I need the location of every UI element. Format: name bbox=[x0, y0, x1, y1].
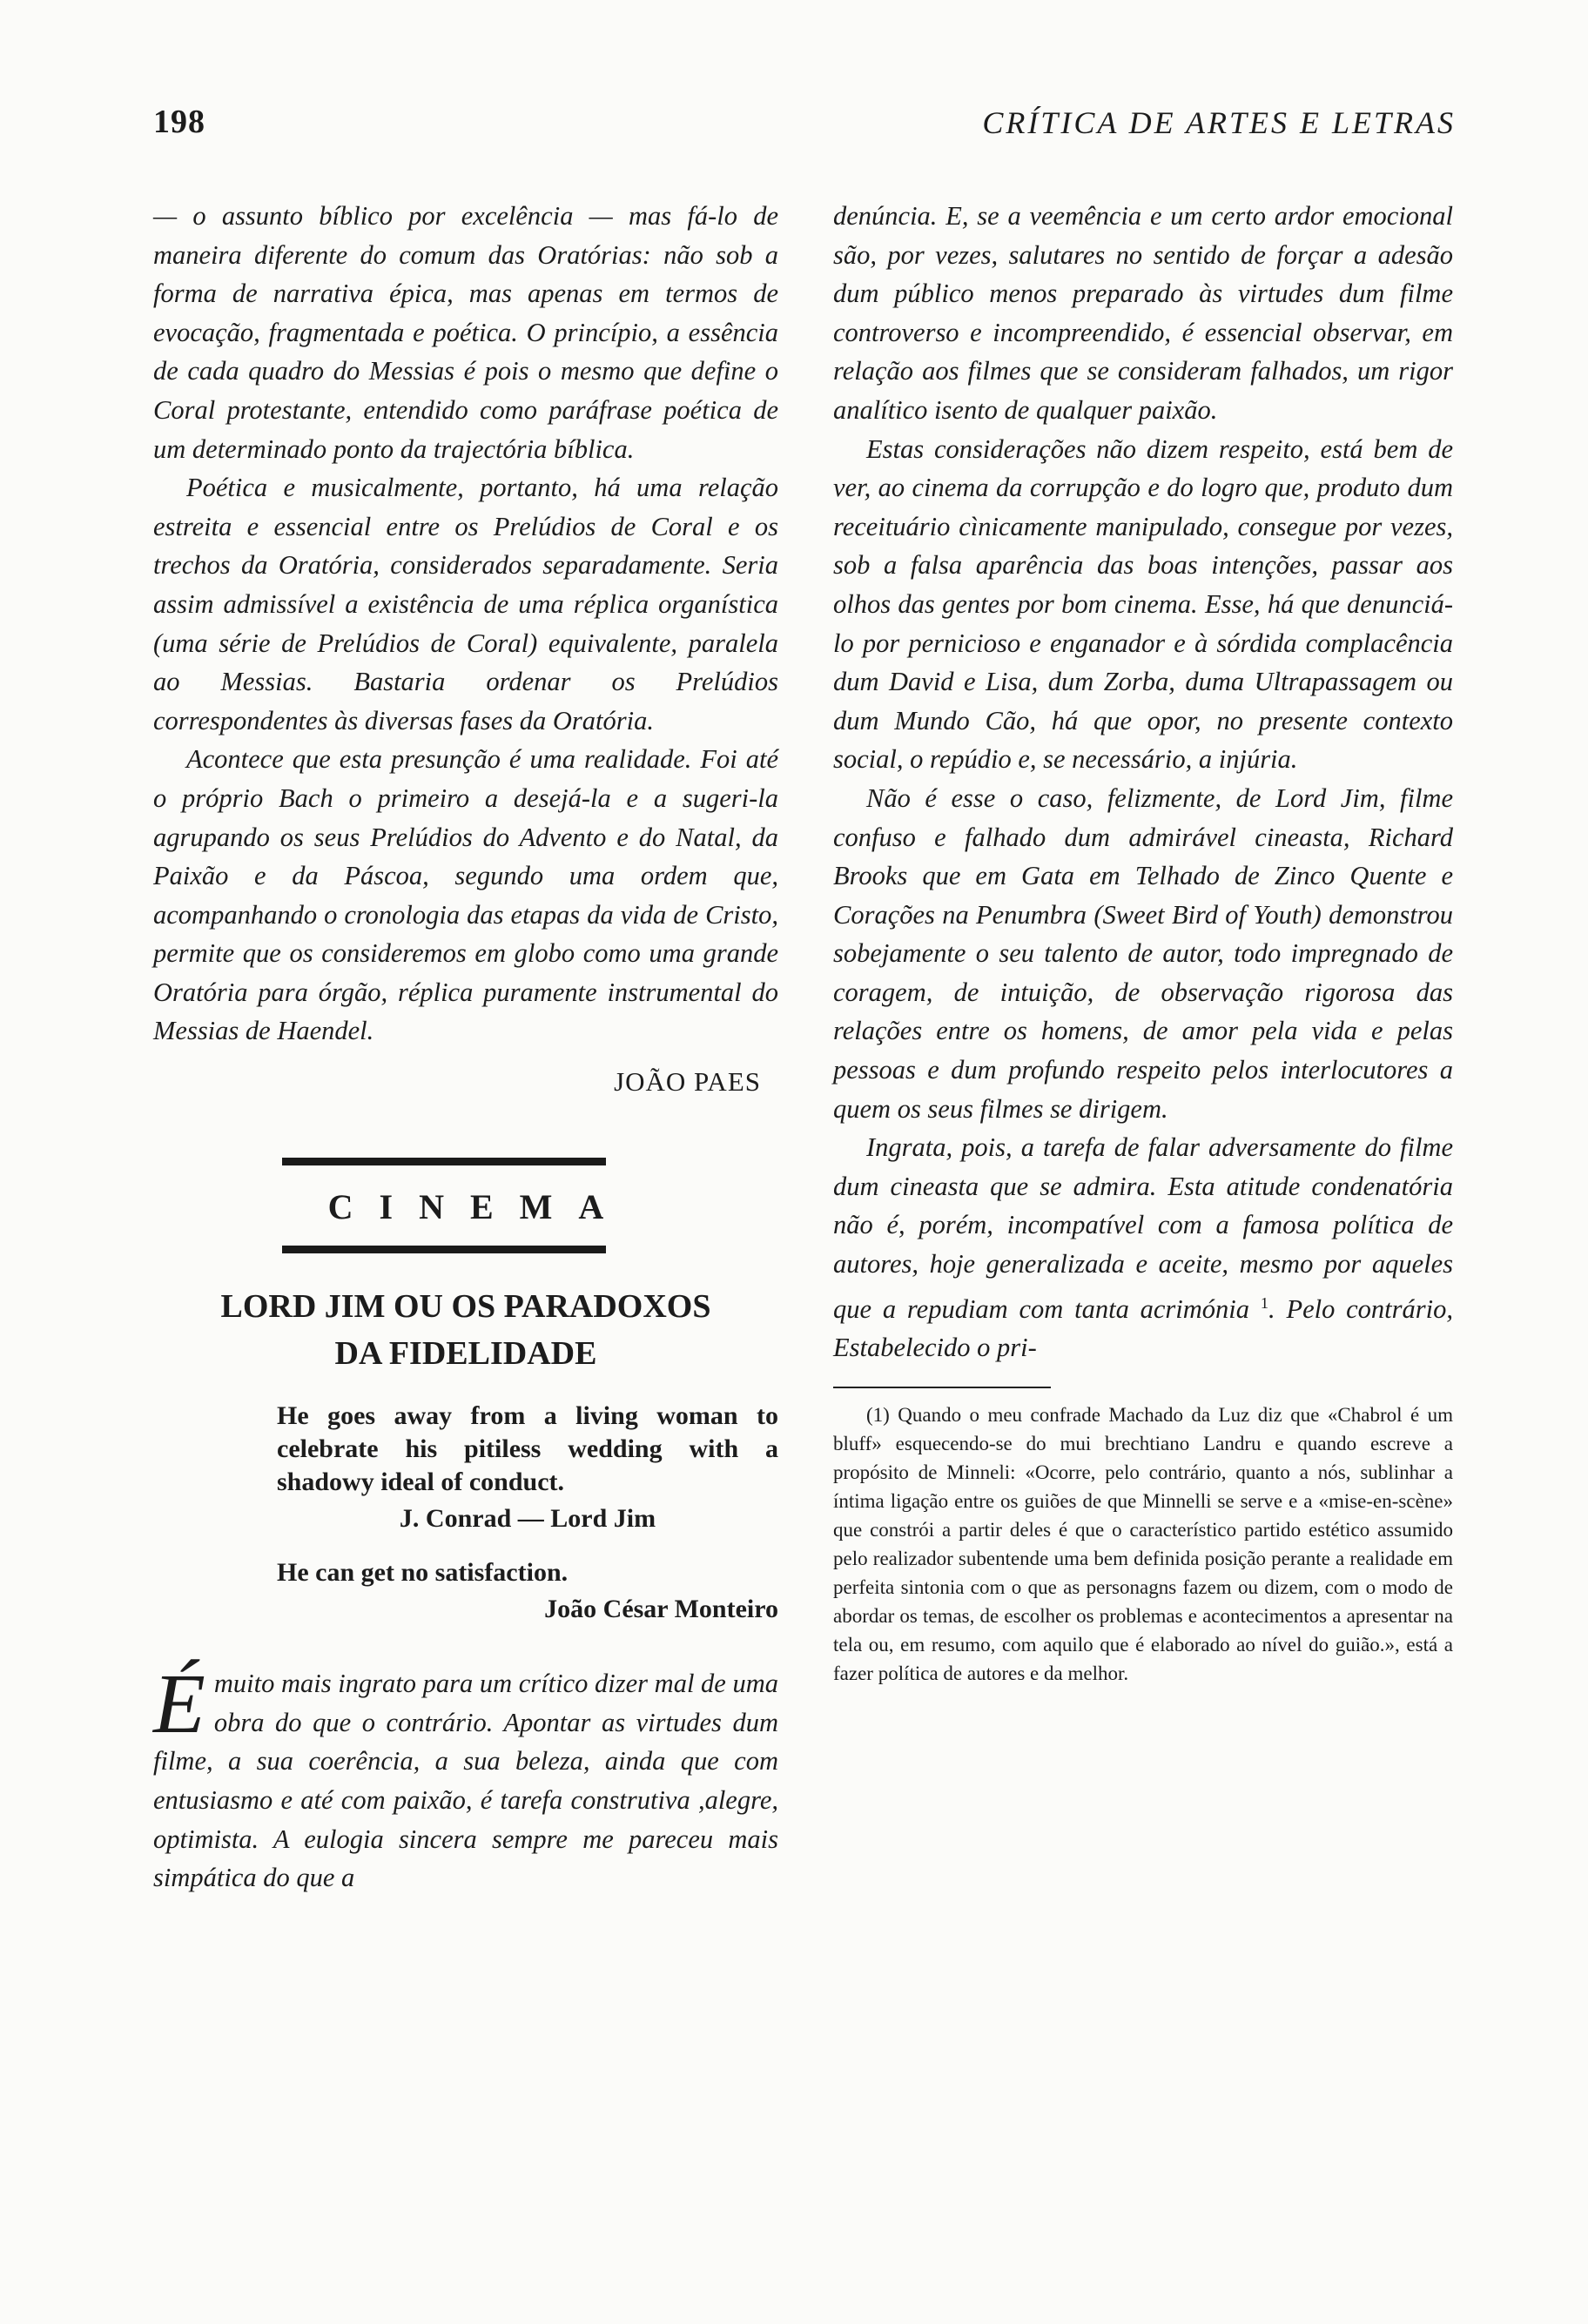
right-column bbox=[833, 197, 1453, 1688]
paragraph: Acontece que esta presunção é uma realidade. Foi até o próprio Bach o primeiro a desejá-la e a sugeri-la agrupando os seus Prelúdios do Advento e do Natal, da Paixão e da Páscoa, segundo uma ordem que, acompanhando o cronologia das etapas da vida de Cristo, permite que os consideremos em globo como uma grande Oratória para órgão, réplica puramente instrumental do Messias de Haendel. bbox=[153, 744, 778, 1046]
drop-cap: É bbox=[153, 1657, 205, 1752]
section-rule-bottom bbox=[282, 1246, 606, 1253]
article-title-line: DA FIDELIDADE bbox=[334, 1335, 597, 1373]
epigraph-block bbox=[277, 1400, 778, 1626]
left-column bbox=[153, 197, 778, 1897]
epigraph-source: J. Conrad — Lord Jim bbox=[399, 1504, 656, 1534]
epigraph: He can get no satisfaction. bbox=[277, 1558, 569, 1588]
page-number: 198 bbox=[153, 104, 205, 140]
author-signature: JOÃO PAES bbox=[614, 1066, 761, 1098]
paragraph-text: . Pelo contrário, Estabelecido o pri- bbox=[833, 1293, 1453, 1363]
article-body bbox=[153, 1657, 778, 1897]
footnote-text: Quando o meu confrade Machado da Luz diz que «Chabrol é um bluff» esquecendo-se do mui brechtiano Landru e quando escreve a propósito de Minneli: «Ocorre, pelo contrário, quanto a nós, sublinhar a íntima ligação entre os guiões de que Minnelli se serve e a «mise-en-scène» que constrói a partir deles é que o característico partido estético assumido pelo realizador subentende uma bem definida posição perante a realidade em perfeita sintonia com o que as personagns fazem ou dizem, com o modo de abordar os temas, de escolher os problemas e acontecimentos a apresentar na tela ou, em resumo, com aquilo que é elaborado ao nível do guião.», está a fazer política de autores e da melhor. bbox=[833, 1403, 1453, 1684]
section-heading: CINEMA bbox=[327, 1186, 630, 1226]
paragraph: Poética e musicalmente, portanto, há uma relação estreita e essencial entre os Prelúdios de Coral e os trechos da Oratória, considerados separadamente. Seria assim admissível a existência de uma réplica organística (uma série de Prelúdios de Coral) equivalente, paralela ao Messias. Bastaria ordenar os Prelúdios correspondentes às diversas fases da Oratória. bbox=[153, 473, 778, 735]
running-head: CRÍTICA DE ARTES E LETRAS bbox=[982, 105, 1456, 140]
paragraph: — o assunto bíblico por excelência — mas fá-lo de maneira diferente do comum das Oratórias: não sob a forma de narrativa épica, mas apenas em termos de evocação, fragmentada e poética. O princípio, a essência de cada quadro do Messias é pois o mesmo que define o Coral protestante, entendido como paráfrase poética de um determinado ponto da trajectória bíblica. bbox=[153, 201, 778, 464]
footnotes bbox=[833, 1400, 1453, 1688]
article-title-line: LORD JIM OU OS PARADOXOS bbox=[220, 1288, 711, 1326]
paragraph: Não é esse o caso, felizmente, de Lord Jim, filme confuso e falhado dum admirável cineasta, Richard Brooks que em Gata em Telhado de Zinco Quente e Corações na Penumbra (Sweet Bird of Youth) demonstrou sobejamente o seu talento de autor, todo impregnado de coragem, de intuição, de observação rigorosa das relações entre os homens, de amor pela vida e pelas pessoas e dum profundo respeito pelos interlocutores a quem os seus filmes se dirigem. bbox=[833, 783, 1453, 1124]
footnote bbox=[833, 1400, 1453, 1688]
footnote-reference: 1 bbox=[1260, 1293, 1268, 1312]
epigraph: He goes away from a living woman to celebrate his pitiless wedding with a shadowy ideal of conduct. bbox=[277, 1401, 778, 1497]
article-title bbox=[153, 1283, 778, 1377]
epigraph-source: João César Monteiro bbox=[544, 1595, 778, 1624]
footnote-divider bbox=[833, 1387, 1051, 1388]
paragraph: Estas considerações não dizem respeito, está bem de ver, ao cinema da corrupção e do logro que, produto dum receituário cìnicamente manipulado, consegue por vezes, sob a falsa aparência das boas intenções, passar aos olhos das gentes por bom cinema. Esse, há que denunciá-lo por pernicioso e enganador e à sórdida complacência dum David e Lisa, dum Zorba, duma Ultrapassagem ou dum Mundo Cão, há que opor, no presente contexto social, o repúdio e, se necessário, a injúria. bbox=[833, 433, 1453, 775]
paragraph-text: Ingrata, pois, a tarefa de falar adversamente do filme dum cineasta que se admira. Esta atitude condenatória não é, porém, incompatível com a famosa política de autores, hoje generalizada e aceite, mesmo por aqueles que a repudiam com tanta acrimónia bbox=[833, 1132, 1453, 1324]
paragraph: muito mais ingrato para um crítico dizer mal de uma obra do que o contrário. Apontar as virtudes dum filme, a sua coerência, a sua beleza, ainda que com entusiasmo e até com paixão, é tarefa construtiva ,alegre, optimista. A eulogia sincera sempre me pareceu mais simpática do que a bbox=[153, 1669, 778, 1893]
section-rule-top bbox=[282, 1158, 606, 1165]
paragraph: denúncia. E, se a veemência e um certo ardor emocional são, por vezes, salutares no sentido de forçar a adesão dum público menos preparado às virtudes dum filme controverso e incompreendido, é essencial observar, em relação aos filmes que se consideram falhados, um rigor analítico isento de qualquer paixão. bbox=[833, 201, 1453, 425]
paragraph bbox=[833, 1128, 1453, 1367]
footnote-marker: (1) bbox=[866, 1403, 890, 1426]
